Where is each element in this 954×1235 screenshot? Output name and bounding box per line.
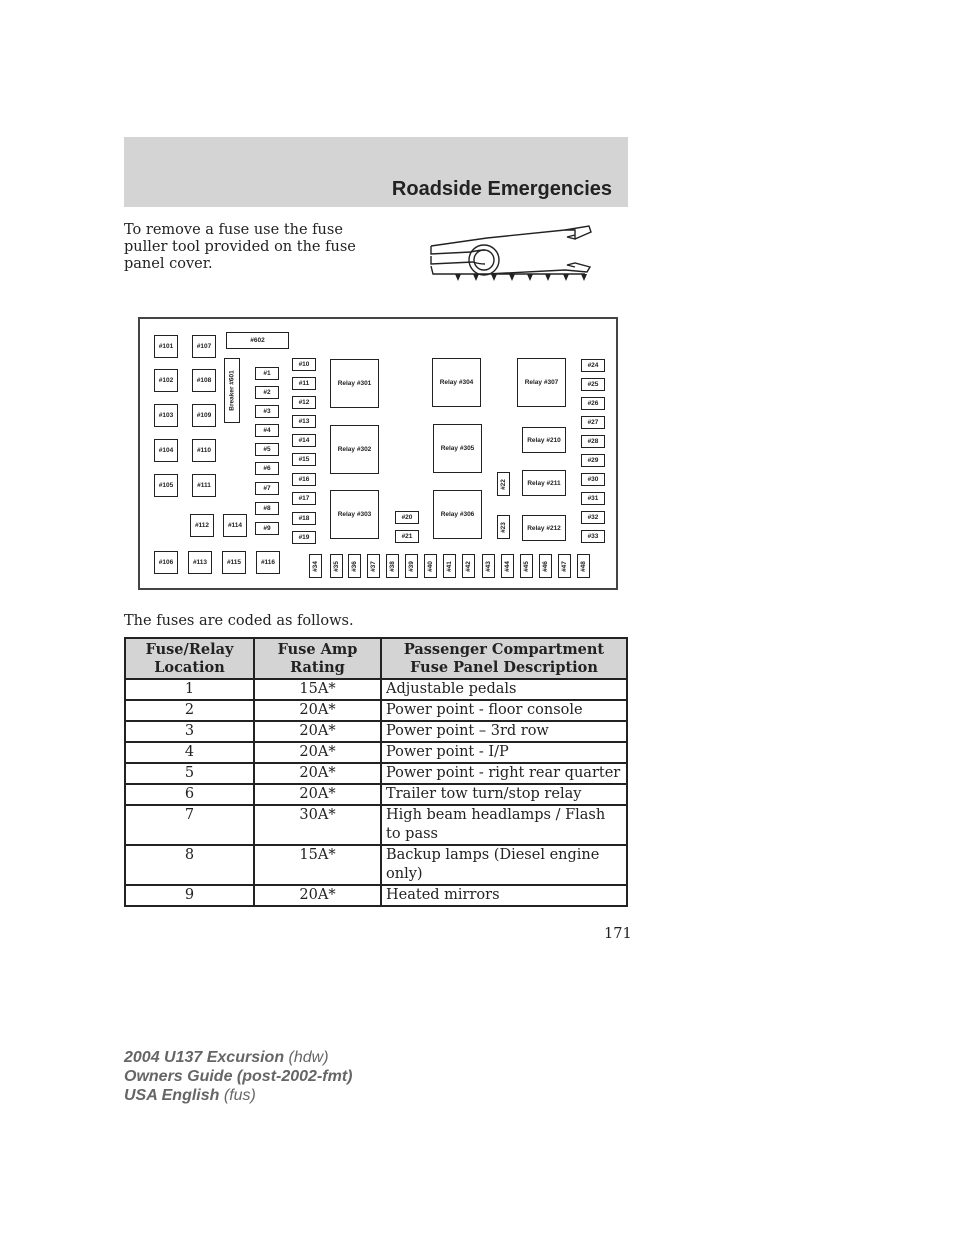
table-row [125, 784, 627, 805]
fuse-22 [497, 472, 510, 496]
fuse-43 [482, 554, 495, 578]
table-row [125, 742, 627, 763]
fuse-106: #106 [154, 551, 178, 574]
fuse-panel-diagram [138, 317, 618, 590]
fuse-15: #15 [292, 453, 316, 466]
cell-amp: 20A* [254, 784, 381, 805]
diode-602: #602 [226, 332, 289, 349]
table-row [125, 721, 627, 742]
fuse-38 [386, 554, 399, 578]
footer-language-code: (fus) [223, 1087, 256, 1104]
cell-amp: 20A* [254, 700, 381, 721]
fuse-3: #3 [255, 405, 279, 418]
fuse-6: #6 [255, 462, 279, 475]
fuse-47 [558, 554, 571, 578]
fuse-34 [309, 554, 322, 578]
fuse-46 [539, 554, 552, 578]
table-row [125, 763, 627, 784]
footer-language: USA English [124, 1087, 220, 1104]
fuse-48-label: #48 [579, 560, 587, 572]
cell-description: Heated mirrors [381, 885, 627, 906]
fuse-116: #116 [256, 551, 280, 574]
fuse-102: #102 [154, 369, 178, 392]
fuse-44 [501, 554, 514, 578]
fuse-36-label: #36 [350, 560, 358, 572]
relay-302: Relay #302 [330, 425, 379, 474]
table-row [125, 885, 627, 906]
cell-location: 4 [125, 742, 254, 763]
fuse-44-label: #44 [503, 560, 511, 572]
fuse-105: #105 [154, 474, 178, 497]
fuse-24: #24 [581, 359, 605, 372]
table-row [125, 700, 627, 721]
fuse-41 [443, 554, 456, 578]
fuse-5: #5 [255, 443, 279, 456]
fuse-47-label: #47 [560, 560, 568, 572]
cell-description: Adjustable pedals [381, 679, 627, 700]
header-amp-rating: Fuse Amp Rating [254, 638, 381, 679]
cell-description: Power point - I/P [381, 742, 627, 763]
fuse-37-label: #37 [369, 560, 377, 572]
cell-location: 3 [125, 721, 254, 742]
intro-paragraph: To remove a fuse use the fuse puller tool provided on the fuse panel cover. [124, 222, 356, 272]
fuse-16: #16 [292, 473, 316, 486]
fuse-46-label: #46 [541, 560, 549, 572]
fuse-31: #31 [581, 492, 605, 505]
fuse-33: #33 [581, 530, 605, 543]
fuse-25: #25 [581, 378, 605, 391]
cell-location: 1 [125, 679, 254, 700]
cell-amp: 20A* [254, 742, 381, 763]
header-band [124, 137, 628, 207]
cell-amp: 15A* [254, 845, 381, 885]
fuse-45 [520, 554, 533, 578]
fuse-103: #103 [154, 404, 178, 427]
relay-301: Relay #301 [330, 359, 379, 408]
table-header-row [125, 638, 627, 679]
fuse-30: #30 [581, 473, 605, 486]
fuse-14: #14 [292, 434, 316, 447]
fuse-112: #112 [190, 514, 214, 537]
cell-description: Backup lamps (Diesel engine only) [381, 845, 627, 885]
fuse-41-label: #41 [445, 560, 453, 572]
fuse-109: #109 [192, 404, 216, 427]
footer-line-1 [124, 1048, 352, 1067]
fuse-38-label: #38 [388, 560, 396, 572]
header-location: Fuse/Relay Location [125, 638, 254, 679]
cell-amp: 30A* [254, 805, 381, 845]
relay-305: Relay #305 [433, 424, 482, 473]
relay-307: Relay #307 [517, 358, 566, 407]
cell-location: 5 [125, 763, 254, 784]
fuse-26: #26 [581, 397, 605, 410]
cell-amp: 20A* [254, 885, 381, 906]
footer-guide: Owners Guide (post-2002-fmt) [124, 1068, 353, 1085]
relay-210: Relay #210 [522, 427, 566, 453]
table-row [125, 805, 627, 845]
relay-304: Relay #304 [432, 358, 481, 407]
fuse-34-label: #34 [311, 560, 319, 572]
cell-amp: 20A* [254, 763, 381, 784]
fuse-2: #2 [255, 386, 279, 399]
fuse-8: #8 [255, 502, 279, 515]
footer-line-2 [124, 1067, 352, 1086]
fuse-48 [577, 554, 590, 578]
relay-211: Relay #211 [522, 470, 566, 496]
fuse-21: #21 [395, 530, 419, 543]
fuse-111: #111 [192, 474, 216, 497]
cell-location: 9 [125, 885, 254, 906]
fuse-45-label: #45 [522, 560, 530, 572]
fuse-13: #13 [292, 415, 316, 428]
fuse-19: #19 [292, 531, 316, 544]
fuse-37 [367, 554, 380, 578]
footer-model-code: (hdw) [288, 1049, 329, 1066]
cell-location: 7 [125, 805, 254, 845]
fuse-23 [497, 515, 510, 539]
fuse-110: #110 [192, 439, 216, 462]
fuse-4: #4 [255, 424, 279, 437]
fuse-1: #1 [255, 367, 279, 380]
fuse-108: #108 [192, 369, 216, 392]
fuse-42 [462, 554, 475, 578]
fuse-22-label: #22 [499, 478, 507, 490]
fuse-17: #17 [292, 492, 316, 505]
cell-location: 2 [125, 700, 254, 721]
header-description: Passenger Compartment Fuse Panel Description [381, 638, 627, 679]
cell-description: Trailer tow turn/stop relay [381, 784, 627, 805]
fuse-12: #12 [292, 396, 316, 409]
cell-amp: 20A* [254, 721, 381, 742]
fuse-36 [348, 554, 361, 578]
fuse-40 [424, 554, 437, 578]
fuse-42-label: #42 [464, 560, 472, 572]
fuse-11: #11 [292, 377, 316, 390]
fuse-40-label: #40 [426, 560, 434, 572]
fuse-101: #101 [154, 335, 178, 358]
footer-line-3 [124, 1086, 352, 1105]
cell-location: 8 [125, 845, 254, 885]
cell-description: Power point - floor console [381, 700, 627, 721]
fuse-115: #115 [222, 551, 246, 574]
document-footer [124, 1048, 352, 1105]
footer-model: 2004 U137 Excursion [124, 1049, 285, 1066]
cell-description: Power point – 3rd row [381, 721, 627, 742]
fuse-27: #27 [581, 416, 605, 429]
cell-amp: 15A* [254, 679, 381, 700]
fuse-7: #7 [255, 482, 279, 495]
fuse-puller-icon [425, 222, 595, 288]
fuse-18: #18 [292, 512, 316, 525]
page-number: 171 [604, 926, 632, 942]
fuse-9: #9 [255, 522, 279, 535]
fuse-35 [330, 554, 343, 578]
fuse-28: #28 [581, 435, 605, 448]
cell-description: Power point - right rear quarter [381, 763, 627, 784]
relay-212: Relay #212 [522, 515, 566, 541]
fuse-29: #29 [581, 454, 605, 467]
fuse-113: #113 [188, 551, 212, 574]
fuse-43-label: #43 [484, 560, 492, 572]
table-row [125, 845, 627, 885]
cell-location: 6 [125, 784, 254, 805]
coded-caption: The fuses are coded as follows. [124, 613, 354, 629]
fuse-table [124, 637, 628, 907]
breaker-601 [224, 358, 240, 423]
fuse-10: #10 [292, 358, 316, 371]
cell-description: High beam headlamps / Flash to pass [381, 805, 627, 845]
breaker-label: Breaker #601 [228, 370, 236, 411]
relay-303: Relay #303 [330, 490, 379, 539]
fuse-32: #32 [581, 511, 605, 524]
relay-306: Relay #306 [433, 490, 482, 539]
fuse-35-label: #35 [332, 560, 340, 572]
fuse-114: #114 [223, 514, 247, 537]
section-title: Roadside Emergencies [391, 178, 612, 200]
table-row [125, 679, 627, 700]
fuse-23-label: #23 [499, 521, 507, 533]
fuse-39 [405, 554, 418, 578]
fuse-104: #104 [154, 439, 178, 462]
fuse-107: #107 [192, 335, 216, 358]
fuse-20: #20 [395, 511, 419, 524]
fuse-39-label: #39 [407, 560, 415, 572]
